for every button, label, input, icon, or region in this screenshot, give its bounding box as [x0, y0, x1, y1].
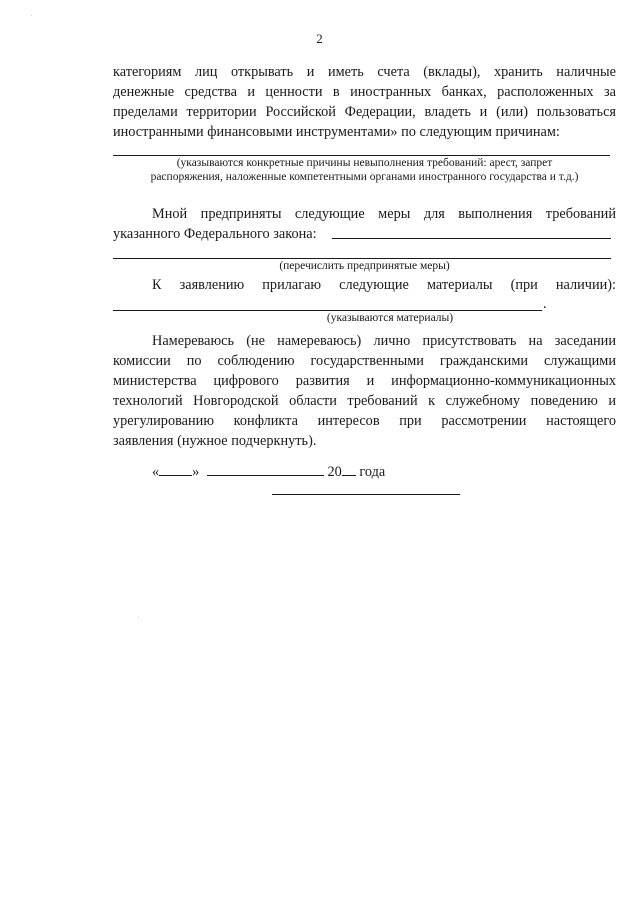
signature-blank-line[interactable]: [272, 494, 460, 495]
paragraph-4-line-5: урегулированию конфликта интересов при рассмотрении настоящего: [113, 413, 616, 429]
date-month-blank[interactable]: [207, 461, 324, 476]
date-year-suffix: года: [359, 464, 386, 480]
page-number: 2: [316, 31, 323, 46]
materials-blank-line[interactable]: [113, 310, 542, 311]
materials-line-period: .: [543, 296, 547, 312]
paragraph-1-line-3: пределами территории Российской Федерации, владеть и (или) пользоваться: [113, 104, 616, 120]
date-year-prefix: 20: [327, 464, 342, 480]
reasons-caption-line-1: (указываются конкретные причины невыполнения требований: арест, запрет: [176, 157, 553, 169]
scan-speck: [138, 617, 139, 618]
reasons-caption-line-2: распоряжения, наложенные компетентными органами иностранного государства и т.д.): [150, 171, 579, 183]
paragraph-2-line-2: указанного Федерального закона:: [113, 226, 317, 242]
paragraph-1-line-2: денежные средства и ценности в иностранных банках, расположенных за: [113, 84, 616, 100]
date-close-quote: »: [192, 464, 200, 480]
date-day-blank[interactable]: [159, 461, 192, 476]
paragraph-2-line-1: Мной предприняты следующие меры для выполнения требований: [152, 206, 616, 222]
paragraph-4-line-6: заявления (нужное подчеркнуть).: [113, 433, 317, 449]
reasons-blank-line[interactable]: [113, 155, 610, 156]
measures-blank-line-2[interactable]: [113, 258, 611, 259]
date-year-blank[interactable]: [342, 461, 356, 476]
measures-caption: (перечислить предпринятые меры): [279, 260, 450, 272]
paragraph-1-line-4: иностранными финансовыми инструментами» по следующим причинам:: [113, 124, 560, 140]
date-line: [152, 461, 452, 482]
materials-caption: (указываются материалы): [326, 312, 454, 324]
paragraph-4-line-3: министерства цифрового развития и информационно-коммуникационных: [113, 373, 616, 389]
date-open-quote: «: [152, 464, 160, 480]
paragraph-1-line-1: категориям лиц открывать и иметь счета (вклады), хранить наличные: [113, 64, 616, 80]
paragraph-4-line-1: Намереваюсь (не намереваюсь) лично присутствовать на заседании: [152, 333, 616, 349]
paragraph-4-line-4: технологий Новгородской области требований к служебному поведению и: [113, 393, 616, 409]
paragraph-3-line-1: К заявлению прилагаю следующие материалы (при наличии):: [152, 277, 616, 293]
measures-blank-line-1[interactable]: [332, 238, 611, 239]
scan-speck: [31, 15, 32, 16]
paragraph-4-line-2: комиссии по соблюдению государственными гражданскими служащими: [113, 353, 616, 369]
